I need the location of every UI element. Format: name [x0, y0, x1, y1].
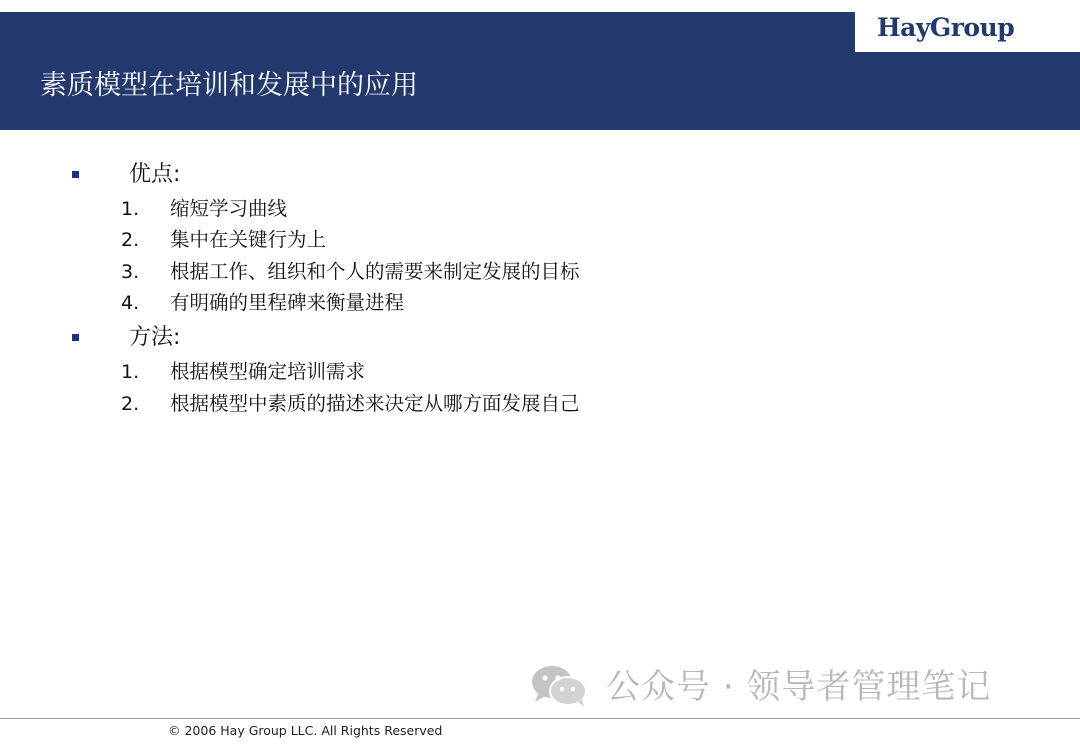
list-item — [0, 390, 900, 418]
square-bullet-icon — [72, 334, 79, 341]
item-number: 2. — [121, 229, 140, 251]
list-item — [0, 226, 900, 254]
list-item — [0, 289, 900, 317]
item-text: 集中在关键行为上 — [170, 228, 327, 251]
section-label: 方法: — [129, 325, 181, 350]
item-text: 缩短学习曲线 — [170, 197, 288, 220]
copyright-notice: © 2006 Hay Group LLC. All Rights Reserved — [168, 723, 443, 738]
section-label: 优点: — [129, 162, 181, 187]
list-item — [0, 258, 900, 286]
item-number: 4. — [121, 292, 140, 314]
item-text: 根据工作、组织和个人的需要来制定发展的目标 — [170, 260, 580, 283]
square-bullet-icon — [72, 171, 79, 178]
section-methods — [0, 323, 900, 353]
list-item — [0, 195, 900, 223]
footer-divider — [0, 718, 1080, 719]
slide-title: 素质模型在培训和发展中的应用 — [40, 70, 418, 101]
watermark-text: 公众号 · 领导者管理笔记 — [606, 667, 992, 707]
wechat-icon — [530, 664, 590, 708]
item-number: 2. — [121, 393, 140, 415]
item-text: 有明确的里程碑来衡量进程 — [170, 291, 405, 314]
list-item — [0, 358, 900, 386]
item-text: 根据模型中素质的描述来决定从哪方面发展自己 — [170, 392, 580, 415]
item-number: 3. — [121, 261, 140, 283]
haygroup-logo: HayGroup — [877, 13, 1015, 42]
item-number: 1. — [121, 198, 140, 220]
section-advantages — [0, 160, 900, 190]
item-text: 根据模型确定培训需求 — [170, 360, 366, 383]
item-number: 1. — [121, 361, 140, 383]
watermark — [530, 662, 1050, 712]
